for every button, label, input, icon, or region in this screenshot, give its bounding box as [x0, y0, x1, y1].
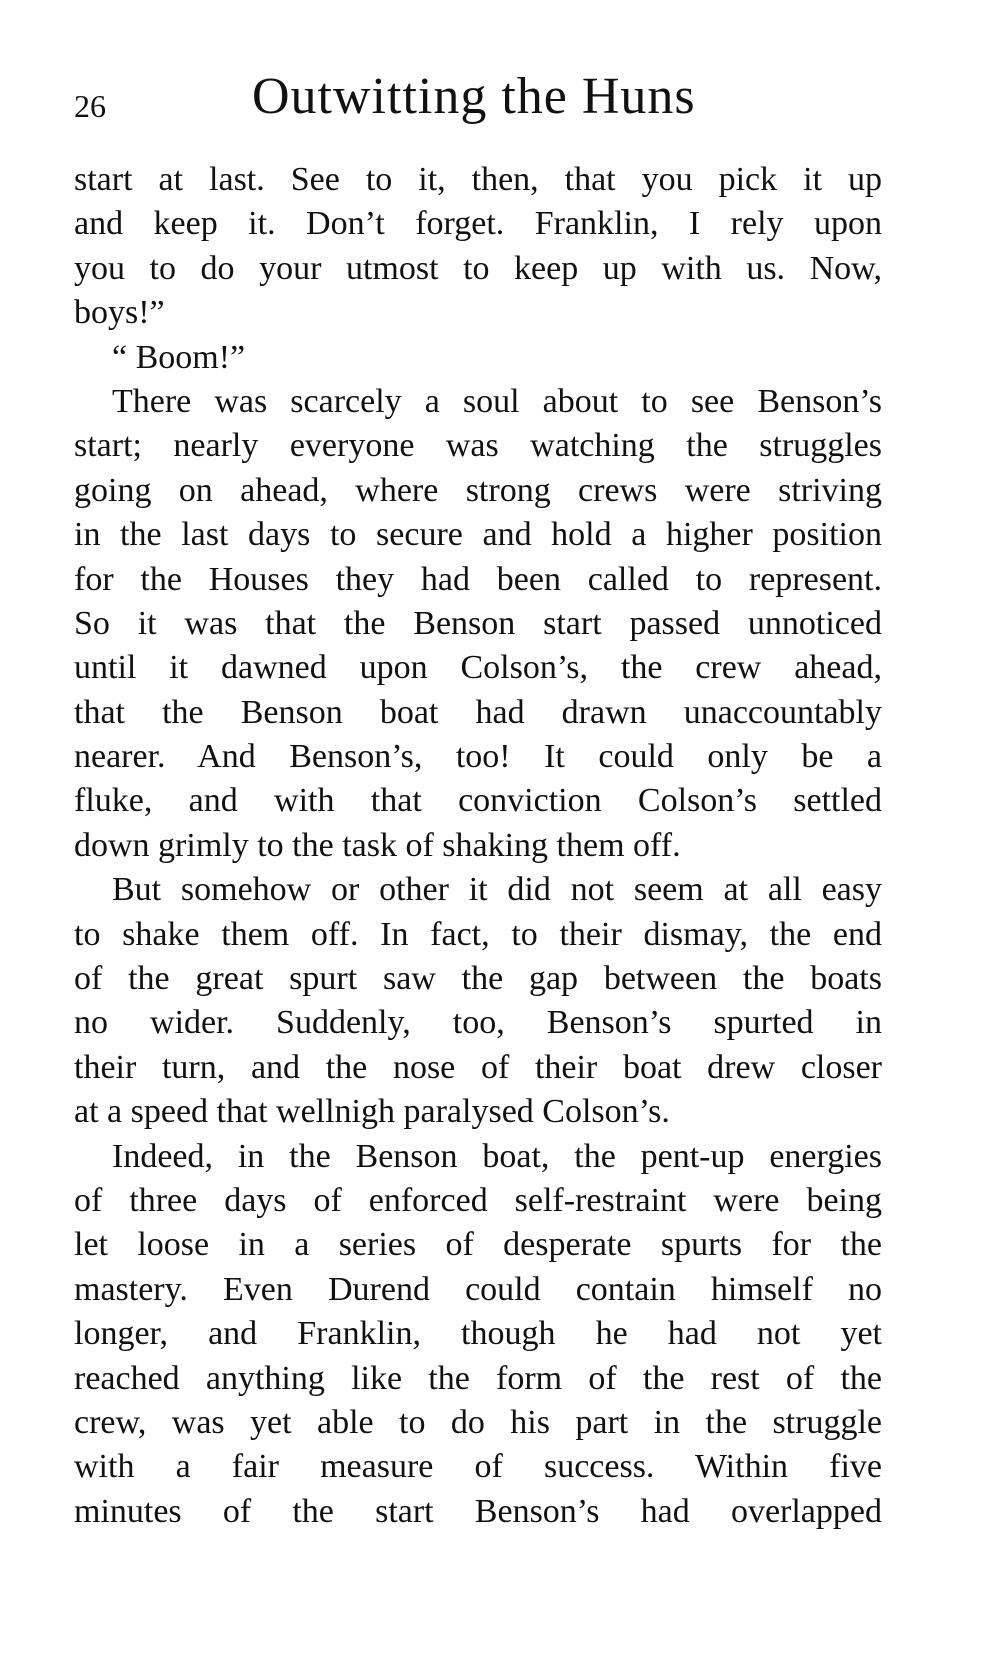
text-line: and keep it. Don’t forget. Franklin, I rely upon	[74, 205, 882, 243]
text-line: that the Benson boat had drawn unaccountably	[74, 693, 882, 731]
text-line: There was scarcely a soul about to see Benson’s	[112, 382, 882, 420]
text-line: down grimly to the task of shaking them off.	[74, 826, 681, 864]
text-line: with a fair measure of success. Within five	[74, 1448, 882, 1486]
text-line: of three days of enforced self-restraint were being	[74, 1181, 882, 1219]
text-line: start; nearly everyone was watching the struggles	[74, 427, 882, 465]
text-line: for the Houses they had been called to represent.	[74, 560, 882, 598]
body-text	[74, 158, 882, 1534]
text-line: their turn, and the nose of their boat drew closer	[74, 1048, 882, 1086]
page-number: 26	[74, 88, 106, 124]
text-line: let loose in a series of desperate spurts for the	[74, 1226, 882, 1264]
text-line: at a speed that wellnigh paralysed Colson’s.	[74, 1093, 670, 1131]
page-header	[74, 66, 884, 136]
text-line: of the great spurt saw the gap between the boats	[74, 960, 882, 998]
text-line: “ Boom!”	[112, 338, 246, 376]
running-title: Outwitting the Huns	[252, 68, 696, 125]
text-line: So it was that the Benson start passed unnoticed	[74, 604, 882, 642]
text-line: longer, and Franklin, though he had not yet	[74, 1315, 882, 1353]
text-line: to shake them off. In fact, to their dismay, the end	[74, 915, 882, 953]
text-line: nearer. And Benson’s, too! It could only be a	[74, 738, 882, 776]
text-line: start at last. See to it, then, that you pick it up	[74, 161, 882, 198]
text-line: fluke, and with that conviction Colson’s settled	[74, 782, 882, 820]
text-line: no wider. Suddenly, too, Benson’s spurted in	[74, 1004, 882, 1042]
text-line: crew, was yet able to do his part in the struggle	[74, 1403, 882, 1441]
text-line: But somehow or other it did not seem at all easy	[112, 871, 882, 909]
text-line: reached anything like the form of the rest of the	[74, 1359, 882, 1397]
text-line: boys!”	[74, 294, 165, 332]
text-line: minutes of the start Benson’s had overlapped	[74, 1492, 882, 1530]
text-line: in the last days to secure and hold a higher position	[74, 516, 882, 554]
text-line: Indeed, in the Benson boat, the pent-up energies	[112, 1137, 882, 1175]
text-line: going on ahead, where strong crews were striving	[74, 471, 882, 509]
text-line: you to do your utmost to keep up with us. Now,	[74, 249, 882, 287]
text-line: mastery. Even Durend could contain himself no	[74, 1270, 882, 1308]
text-line: until it dawned upon Colson’s, the crew ahead,	[74, 649, 882, 687]
